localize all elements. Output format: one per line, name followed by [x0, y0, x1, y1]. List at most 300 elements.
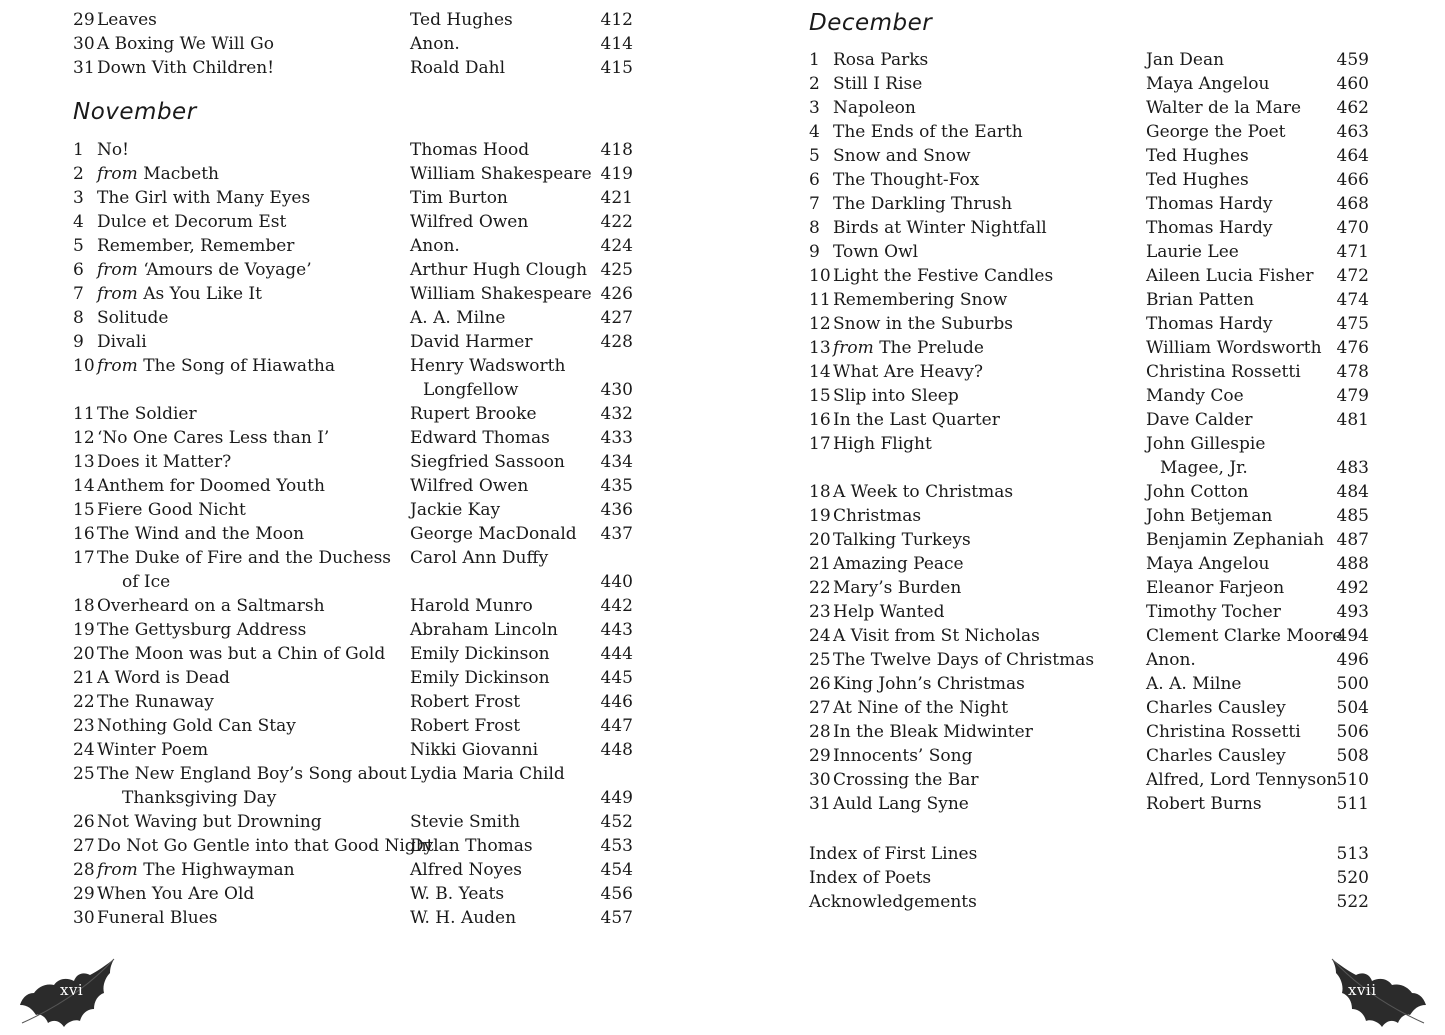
entry-title-text: Slip into Sleep [833, 386, 959, 406]
entry-title [97, 258, 312, 282]
page-folio-left: xvi [60, 981, 84, 999]
entry-page-number: 452 [600, 812, 633, 832]
entry-author: Robert Frost [410, 692, 521, 712]
entry-title [833, 120, 1023, 144]
entry-page-number: 479 [1336, 386, 1369, 406]
entry-page-number: 444 [600, 644, 633, 664]
entry-title-text: Christmas [833, 506, 922, 526]
entry-title-text: Winter Poem [97, 740, 209, 760]
entry-title [833, 504, 921, 528]
entry-title-text: A Boxing We Will Go [97, 34, 274, 54]
entry-number: 23 [809, 602, 831, 622]
entry-title [97, 138, 129, 162]
entry-title [809, 842, 977, 866]
entry-title-text: Index of Poets [809, 868, 932, 888]
entry-title [833, 432, 932, 456]
entry-title [809, 890, 977, 914]
entry-title [97, 32, 274, 56]
entry-number: 2 [73, 164, 84, 184]
entry-author: Jan Dean [1146, 50, 1225, 70]
entry-title [833, 552, 964, 576]
entry-page-number: 485 [1336, 506, 1369, 526]
entry-author: Anon. [410, 34, 460, 54]
entry-title-text: Remembering Snow [833, 290, 1008, 310]
entry-page-number: 481 [1336, 410, 1369, 430]
entry-title-text: Divali [97, 332, 147, 352]
entry-author: Christina Rossetti [1146, 722, 1301, 742]
entry-title [97, 8, 157, 32]
entry-number: 14 [809, 362, 831, 382]
entry-page-number: 424 [600, 236, 633, 256]
entry-author: George the Poet [1146, 122, 1286, 142]
entry-number: 4 [809, 122, 820, 142]
entry-page-number: 436 [600, 500, 633, 520]
entry-title [97, 498, 246, 522]
entry-title-text: Snow and Snow [833, 146, 971, 166]
entry-author: Roald Dahl [410, 58, 506, 78]
entry-page-number: 448 [600, 740, 633, 760]
entry-title-text: The Prelude [879, 338, 984, 358]
entry-page-number: 468 [1336, 194, 1369, 214]
entry-number: 11 [809, 290, 831, 310]
entry-title [833, 360, 983, 384]
entry-title [833, 744, 972, 768]
entry-title-text: The Song of Hiawatha [143, 356, 335, 376]
entry-number: 17 [809, 434, 831, 454]
entry-page-number: 449 [600, 788, 633, 808]
entry-page-number: 428 [600, 332, 633, 352]
entry-title [833, 408, 1000, 432]
entry-author: Edward Thomas [410, 428, 550, 448]
entry-author: Harold Munro [410, 596, 533, 616]
entry-page-number: 432 [600, 404, 633, 424]
entry-author: Benjamin Zephaniah [1146, 530, 1325, 550]
entry-number: 31 [809, 794, 831, 814]
entry-title-text: At Nine of the Night [833, 698, 1009, 718]
entry-author: Mandy Coe [1146, 386, 1244, 406]
entry-title-text: King John’s Christmas [833, 674, 1025, 694]
entry-title [97, 330, 147, 354]
entry-number: 8 [73, 308, 84, 328]
entry-author: Walter de la Mare [1146, 98, 1302, 118]
left-page [0, 0, 722, 1035]
entry-number: 15 [809, 386, 831, 406]
entry-number: 10 [73, 356, 95, 376]
entry-number: 2 [809, 74, 820, 94]
entry-title [97, 234, 294, 258]
entry-author: Wilfred Owen [410, 476, 529, 496]
entry-title-continued: of Ice [122, 572, 171, 592]
entry-page-number: 457 [600, 908, 633, 928]
entry-page-number: 434 [600, 452, 633, 472]
entry-title-text: High Flight [833, 434, 932, 454]
entry-title [833, 312, 1013, 336]
entry-author: Christina Rossetti [1146, 362, 1301, 382]
entry-title [97, 666, 230, 690]
entry-title-text: Do Not Go Gentle into that Good Night [97, 836, 434, 856]
entry-number: 13 [809, 338, 831, 358]
entry-author: Alfred Noyes [410, 860, 522, 880]
entry-author: Alfred, Lord Tennyson [1146, 770, 1338, 790]
entry-number: 20 [809, 530, 831, 550]
entry-title [833, 768, 979, 792]
entry-author: Anon. [1146, 650, 1196, 670]
entry-title-text: The Runaway [97, 692, 214, 712]
entry-title-text: Still I Rise [833, 74, 923, 94]
entry-number: 5 [809, 146, 820, 166]
entry-number: 24 [809, 626, 831, 646]
entry-number: 26 [73, 812, 95, 832]
entry-title-text: The Duke of Fire and the Duchess [97, 548, 392, 568]
entry-author-continued: Magee, Jr. [1160, 458, 1248, 478]
entry-prefix: from [833, 338, 874, 358]
entry-page-number: 520 [1336, 868, 1369, 888]
leaf-icon-right [1328, 957, 1428, 1029]
entry-title [833, 168, 979, 192]
entry-title-text: No! [97, 140, 129, 160]
entry-page-number: 472 [1336, 266, 1369, 286]
entry-title-text: Rosa Parks [833, 50, 929, 70]
entry-page-number: 487 [1336, 530, 1369, 550]
entry-author: Clement Clarke Moore [1146, 626, 1343, 646]
entry-number: 7 [73, 284, 84, 304]
entry-number: 1 [809, 50, 820, 70]
entry-page-number: 412 [600, 10, 633, 30]
entry-page-number: 476 [1336, 338, 1369, 358]
entry-number: 9 [809, 242, 820, 262]
entry-page-number: 425 [600, 260, 633, 280]
entry-title-text: Anthem for Doomed Youth [97, 476, 325, 496]
entry-number: 22 [809, 578, 831, 598]
entry-page-number: 440 [600, 572, 633, 592]
entry-number: 15 [73, 500, 95, 520]
entry-page-number: 430 [600, 380, 633, 400]
entry-page-number: 419 [600, 164, 633, 184]
entry-title [833, 600, 944, 624]
entry-title-text: Amazing Peace [833, 554, 964, 574]
entry-title-text: When You Are Old [97, 884, 255, 904]
entry-author: Ted Hughes [1146, 170, 1249, 190]
entry-title-text: Innocents’ Song [833, 746, 973, 766]
entry-title [97, 354, 335, 378]
entry-title [97, 522, 304, 546]
entry-number: 23 [73, 716, 95, 736]
entry-author: A. A. Milne [410, 308, 506, 328]
entry-author: Dylan Thomas [410, 836, 533, 856]
entry-number: 28 [809, 722, 831, 742]
entry-number: 11 [73, 404, 95, 424]
entry-title [833, 72, 922, 96]
entry-author: Timothy Tocher [1146, 602, 1281, 622]
entry-title [833, 672, 1025, 696]
entry-title-text: In the Bleak Midwinter [833, 722, 1033, 742]
entry-title [833, 48, 928, 72]
entry-prefix: from [97, 860, 138, 880]
entry-number: 10 [809, 266, 831, 286]
entry-title [97, 162, 219, 186]
entry-page-number: 511 [1336, 794, 1369, 814]
entry-page-number: 421 [600, 188, 633, 208]
entry-title [97, 186, 310, 210]
entry-title [97, 282, 262, 306]
entry-title-text: The Ends of the Earth [833, 122, 1023, 142]
entry-title-text: Does it Matter? [97, 452, 232, 472]
entry-page-number: 488 [1336, 554, 1369, 574]
entry-title [97, 450, 231, 474]
entry-author: George MacDonald [410, 524, 577, 544]
entry-author: William Shakespeare [410, 164, 592, 184]
entry-title-text: As You Like It [143, 284, 262, 304]
entry-title-text: Birds at Winter Nightfall [833, 218, 1047, 238]
entry-author: Aileen Lucia Fisher [1146, 266, 1314, 286]
entry-author: Thomas Hardy [1146, 218, 1273, 238]
entry-number: 29 [73, 884, 95, 904]
entry-number: 19 [73, 620, 95, 640]
entry-title [833, 144, 971, 168]
entry-title [833, 288, 1007, 312]
entry-number: 25 [73, 764, 95, 784]
entry-author: Emily Dickinson [410, 644, 550, 664]
entry-page-number: 471 [1336, 242, 1369, 262]
entry-author: Carol Ann Duffy [410, 548, 549, 568]
entry-page-number: 460 [1336, 74, 1369, 94]
entry-number: 20 [73, 644, 95, 664]
entry-author: Charles Causley [1146, 698, 1286, 718]
entry-title [97, 306, 168, 330]
entry-number: 29 [809, 746, 831, 766]
entry-title-text: Town Owl [833, 242, 919, 262]
entry-author: John Betjeman [1146, 506, 1273, 526]
entry-title-text: The Highwayman [143, 860, 295, 880]
entry-author: A. A. Milne [1146, 674, 1242, 694]
entry-title-text: Solitude [97, 308, 169, 328]
entry-page-number: 462 [1336, 98, 1369, 118]
entry-author: Jackie Kay [410, 500, 501, 520]
entry-number: 21 [73, 668, 95, 688]
entry-prefix: from [97, 284, 138, 304]
entry-author-continued: Longfellow [423, 380, 519, 400]
entry-title [97, 834, 433, 858]
entry-number: 28 [73, 860, 95, 880]
entry-title-text: The Thought-Fox [833, 170, 980, 190]
entry-title [97, 690, 214, 714]
entry-author: Lydia Maria Child [410, 764, 565, 784]
entry-title [833, 720, 1033, 744]
entry-page-number: 445 [600, 668, 633, 688]
entry-author: Abraham Lincoln [410, 620, 558, 640]
entry-page-number: 475 [1336, 314, 1369, 334]
entry-page-number: 496 [1336, 650, 1369, 670]
entry-title [97, 402, 197, 426]
entry-page-number: 494 [1336, 626, 1369, 646]
entry-author: W. B. Yeats [410, 884, 505, 904]
entry-number: 29 [73, 10, 95, 30]
entry-title [833, 696, 1008, 720]
entry-title [97, 426, 329, 450]
entry-title [97, 714, 296, 738]
entry-author: Siegfried Sassoon [410, 452, 565, 472]
entry-page-number: 443 [600, 620, 633, 640]
december-heading: December [809, 10, 933, 36]
entry-page-number: 426 [600, 284, 633, 304]
entry-author: Anon. [410, 236, 460, 256]
entry-author: Charles Causley [1146, 746, 1286, 766]
entry-number: 12 [809, 314, 831, 334]
entry-page-number: 456 [600, 884, 633, 904]
entry-page-number: 508 [1336, 746, 1369, 766]
entry-page-number: 506 [1336, 722, 1369, 742]
entry-author: Nikki Giovanni [410, 740, 539, 760]
entry-title-text: The Soldier [97, 404, 197, 424]
entry-page-number: 422 [600, 212, 633, 232]
entry-title-text: A Word is Dead [97, 668, 230, 688]
entry-author: Henry Wadsworth [410, 356, 566, 376]
entry-page-number: 464 [1336, 146, 1369, 166]
entry-page-number: 427 [600, 308, 633, 328]
entry-author: Maya Angelou [1146, 74, 1270, 94]
entry-number: 27 [809, 698, 831, 718]
entry-title-text: Snow in the Suburbs [833, 314, 1013, 334]
entry-title [833, 240, 918, 264]
entry-title [97, 56, 274, 80]
entry-author: Robert Burns [1146, 794, 1262, 814]
entry-title-text: The New England Boy’s Song about [97, 764, 407, 784]
entry-title-text: Mary’s Burden [833, 578, 962, 598]
november-heading: November [73, 99, 197, 125]
entry-title-text: What Are Heavy? [833, 362, 984, 382]
entry-prefix: from [97, 260, 138, 280]
right-page [722, 0, 1445, 1035]
entry-page-number: 470 [1336, 218, 1369, 238]
entry-title-text: Dulce et Decorum Est [97, 212, 287, 232]
entry-title-text: A Visit from St Nicholas [833, 626, 1040, 646]
entry-author: Ted Hughes [1146, 146, 1249, 166]
entry-author: Rupert Brooke [410, 404, 537, 424]
entry-page-number: 433 [600, 428, 633, 448]
entry-number: 8 [809, 218, 820, 238]
entry-author: Wilfred Owen [410, 212, 529, 232]
entry-title [97, 858, 295, 882]
entry-title-text: The Twelve Days of Christmas [833, 650, 1095, 670]
entry-title [833, 624, 1040, 648]
entry-number: 26 [809, 674, 831, 694]
entry-title-text: Talking Turkeys [833, 530, 971, 550]
entry-prefix: from [97, 356, 138, 376]
entry-page-number: 478 [1336, 362, 1369, 382]
entry-number: 24 [73, 740, 95, 760]
entry-page-number: 446 [600, 692, 633, 712]
entry-page-number: 466 [1336, 170, 1369, 190]
entry-title-text: ‘Amours de Voyage’ [143, 260, 312, 280]
entry-author: Laurie Lee [1146, 242, 1239, 262]
entry-title [833, 792, 969, 816]
entry-title-text: Funeral Blues [97, 908, 218, 928]
entry-number: 18 [73, 596, 95, 616]
entry-author: Robert Frost [410, 716, 521, 736]
entry-number: 7 [809, 194, 820, 214]
entry-title [97, 546, 391, 570]
entry-page-number: 493 [1336, 602, 1369, 622]
entry-author: Eleanor Farjeon [1146, 578, 1285, 598]
entry-title-text: Index of First Lines [809, 844, 978, 864]
entry-title-continued: Thanksgiving Day [122, 788, 277, 808]
entry-page-number: 500 [1336, 674, 1369, 694]
entry-page-number: 463 [1336, 122, 1369, 142]
entry-number: 30 [73, 34, 95, 54]
entry-author: Stevie Smith [410, 812, 521, 832]
entry-number: 18 [809, 482, 831, 502]
entry-number: 3 [73, 188, 84, 208]
entry-page-number: 414 [600, 34, 633, 54]
entry-title-text: The Girl with Many Eyes [97, 188, 311, 208]
entry-title [833, 336, 984, 360]
entry-title [97, 642, 385, 666]
entry-title-text: In the Last Quarter [833, 410, 1000, 430]
entry-page-number: 484 [1336, 482, 1369, 502]
entry-number: 9 [73, 332, 84, 352]
entry-title-text: The Gettysburg Address [97, 620, 307, 640]
entry-author: William Wordsworth [1146, 338, 1322, 358]
entry-page-number: 513 [1336, 844, 1369, 864]
entry-number: 6 [809, 170, 820, 190]
page-folio-right: xvii [1348, 981, 1377, 999]
leaf-icon-left [18, 957, 118, 1029]
entry-page-number: 447 [600, 716, 633, 736]
entry-title [833, 528, 971, 552]
entry-title-text: A Week to Christmas [833, 482, 1014, 502]
entry-title [833, 192, 1012, 216]
entry-number: 17 [73, 548, 95, 568]
entry-number: 21 [809, 554, 831, 574]
entry-number: 6 [73, 260, 84, 280]
entry-title-text: Napoleon [833, 98, 916, 118]
entry-number: 19 [809, 506, 831, 526]
entry-author: Arthur Hugh Clough [410, 260, 588, 280]
entry-author: David Harmer [410, 332, 533, 352]
entry-page-number: 510 [1336, 770, 1369, 790]
entry-title-text: Nothing Gold Can Stay [97, 716, 296, 736]
entry-page-number: 504 [1336, 698, 1369, 718]
entry-title-text: ‘No One Cares Less than I’ [97, 428, 330, 448]
entry-title [833, 216, 1047, 240]
entry-page-number: 442 [600, 596, 633, 616]
entry-title [833, 384, 959, 408]
entry-title [833, 648, 1094, 672]
entry-number: 30 [73, 908, 95, 928]
entry-author: Emily Dickinson [410, 668, 550, 688]
entry-number: 16 [73, 524, 95, 544]
entry-title-text: Light the Festive Candles [833, 266, 1054, 286]
entry-author: Maya Angelou [1146, 554, 1270, 574]
entry-title [97, 810, 322, 834]
entry-author: Ted Hughes [410, 10, 513, 30]
entry-page-number: 474 [1336, 290, 1369, 310]
entry-title-text: Acknowledgements [809, 892, 977, 912]
entry-page-number: 415 [600, 58, 633, 78]
entry-title-text: Leaves [97, 10, 157, 30]
entry-title-text: The Wind and the Moon [97, 524, 305, 544]
entry-title-text: Remember, Remember [97, 236, 295, 256]
entry-title [809, 866, 931, 890]
entry-title-text: Overheard on a Saltmarsh [97, 596, 325, 616]
entry-number: 14 [73, 476, 95, 496]
entry-title [833, 264, 1053, 288]
entry-author: Thomas Hardy [1146, 194, 1273, 214]
entry-number: 27 [73, 836, 95, 856]
entry-number: 13 [73, 452, 95, 472]
entry-number: 25 [809, 650, 831, 670]
entry-author: John Cotton [1146, 482, 1249, 502]
